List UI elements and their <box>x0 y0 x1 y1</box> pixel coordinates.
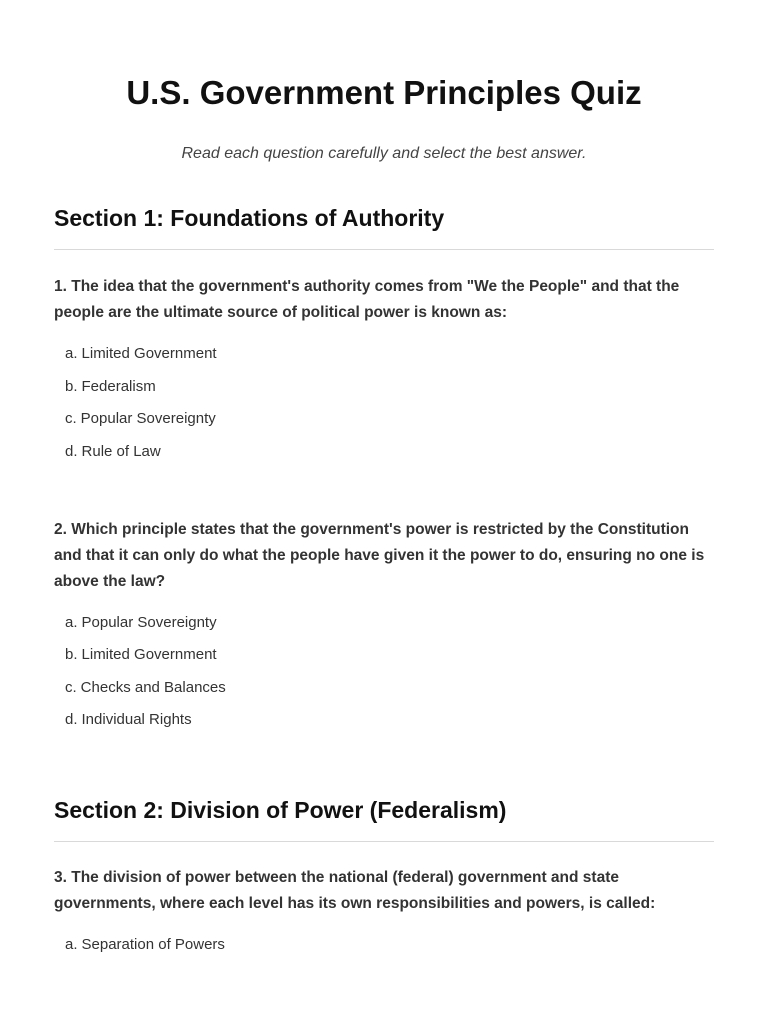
option-letter: c. <box>65 678 77 696</box>
question-text: 3. The division of power between the national (federal) government and state governments, where each level has its own responsibilities and powers, is called: <box>54 869 656 912</box>
quiz-instructions: Read each question carefully and select the best answer. <box>181 145 587 162</box>
answer-option-c[interactable] <box>65 409 714 429</box>
page-title: U.S. Government Principles Quiz <box>126 74 642 111</box>
answer-options <box>54 344 714 462</box>
section-heading: Section 2: Division of Power (Federalism) <box>54 797 507 823</box>
answer-option-d[interactable] <box>65 442 714 462</box>
quiz-page <box>54 0 714 955</box>
option-letter: c. <box>65 410 77 427</box>
section-division-of-power <box>54 796 714 955</box>
answer-option-a[interactable] <box>65 613 714 633</box>
option-letter: b. <box>65 377 78 395</box>
option-label: Separation of Powers <box>81 936 225 953</box>
option-label: Popular Sovereignty <box>80 410 216 427</box>
option-label: Popular Sovereignty <box>81 613 217 631</box>
question-text: 2. Which principle states that the government's power is restricted by the Constitution and that it can only do what the people have given it the power to do, ensuring no one is above the law? <box>54 520 705 590</box>
question-2 <box>54 517 714 731</box>
option-letter: d. <box>65 711 78 728</box>
answer-option-b[interactable] <box>65 645 714 665</box>
section-heading: Section 1: Foundations of Authority <box>54 205 445 231</box>
answer-option-d[interactable] <box>65 710 714 730</box>
section-foundations-of-authority <box>54 204 714 730</box>
answer-options <box>54 613 714 731</box>
answer-option-b[interactable] <box>65 377 714 397</box>
section-divider <box>54 841 714 842</box>
option-letter: d. <box>65 442 78 460</box>
option-label: Individual Rights <box>81 711 192 728</box>
option-label: Limited Government <box>81 646 217 663</box>
option-label: Rule of Law <box>81 442 161 460</box>
answer-option-c[interactable] <box>65 678 714 698</box>
option-label: Federalism <box>81 377 156 395</box>
option-label: Checks and Balances <box>80 678 226 696</box>
question-text: 1. The idea that the government's authority comes from "We the People" and that the people are the ultimate source of political power is known as: <box>54 278 680 321</box>
answer-options <box>54 935 714 955</box>
question-1 <box>54 274 714 462</box>
section-divider <box>54 249 714 250</box>
option-letter: a. <box>65 613 78 631</box>
question-3 <box>54 865 714 955</box>
option-label: Limited Government <box>81 345 217 362</box>
option-letter: a. <box>65 345 78 362</box>
option-letter: a. <box>65 936 78 953</box>
answer-option-a[interactable] <box>65 935 714 955</box>
option-letter: b. <box>65 646 78 663</box>
answer-option-a[interactable] <box>65 344 714 364</box>
